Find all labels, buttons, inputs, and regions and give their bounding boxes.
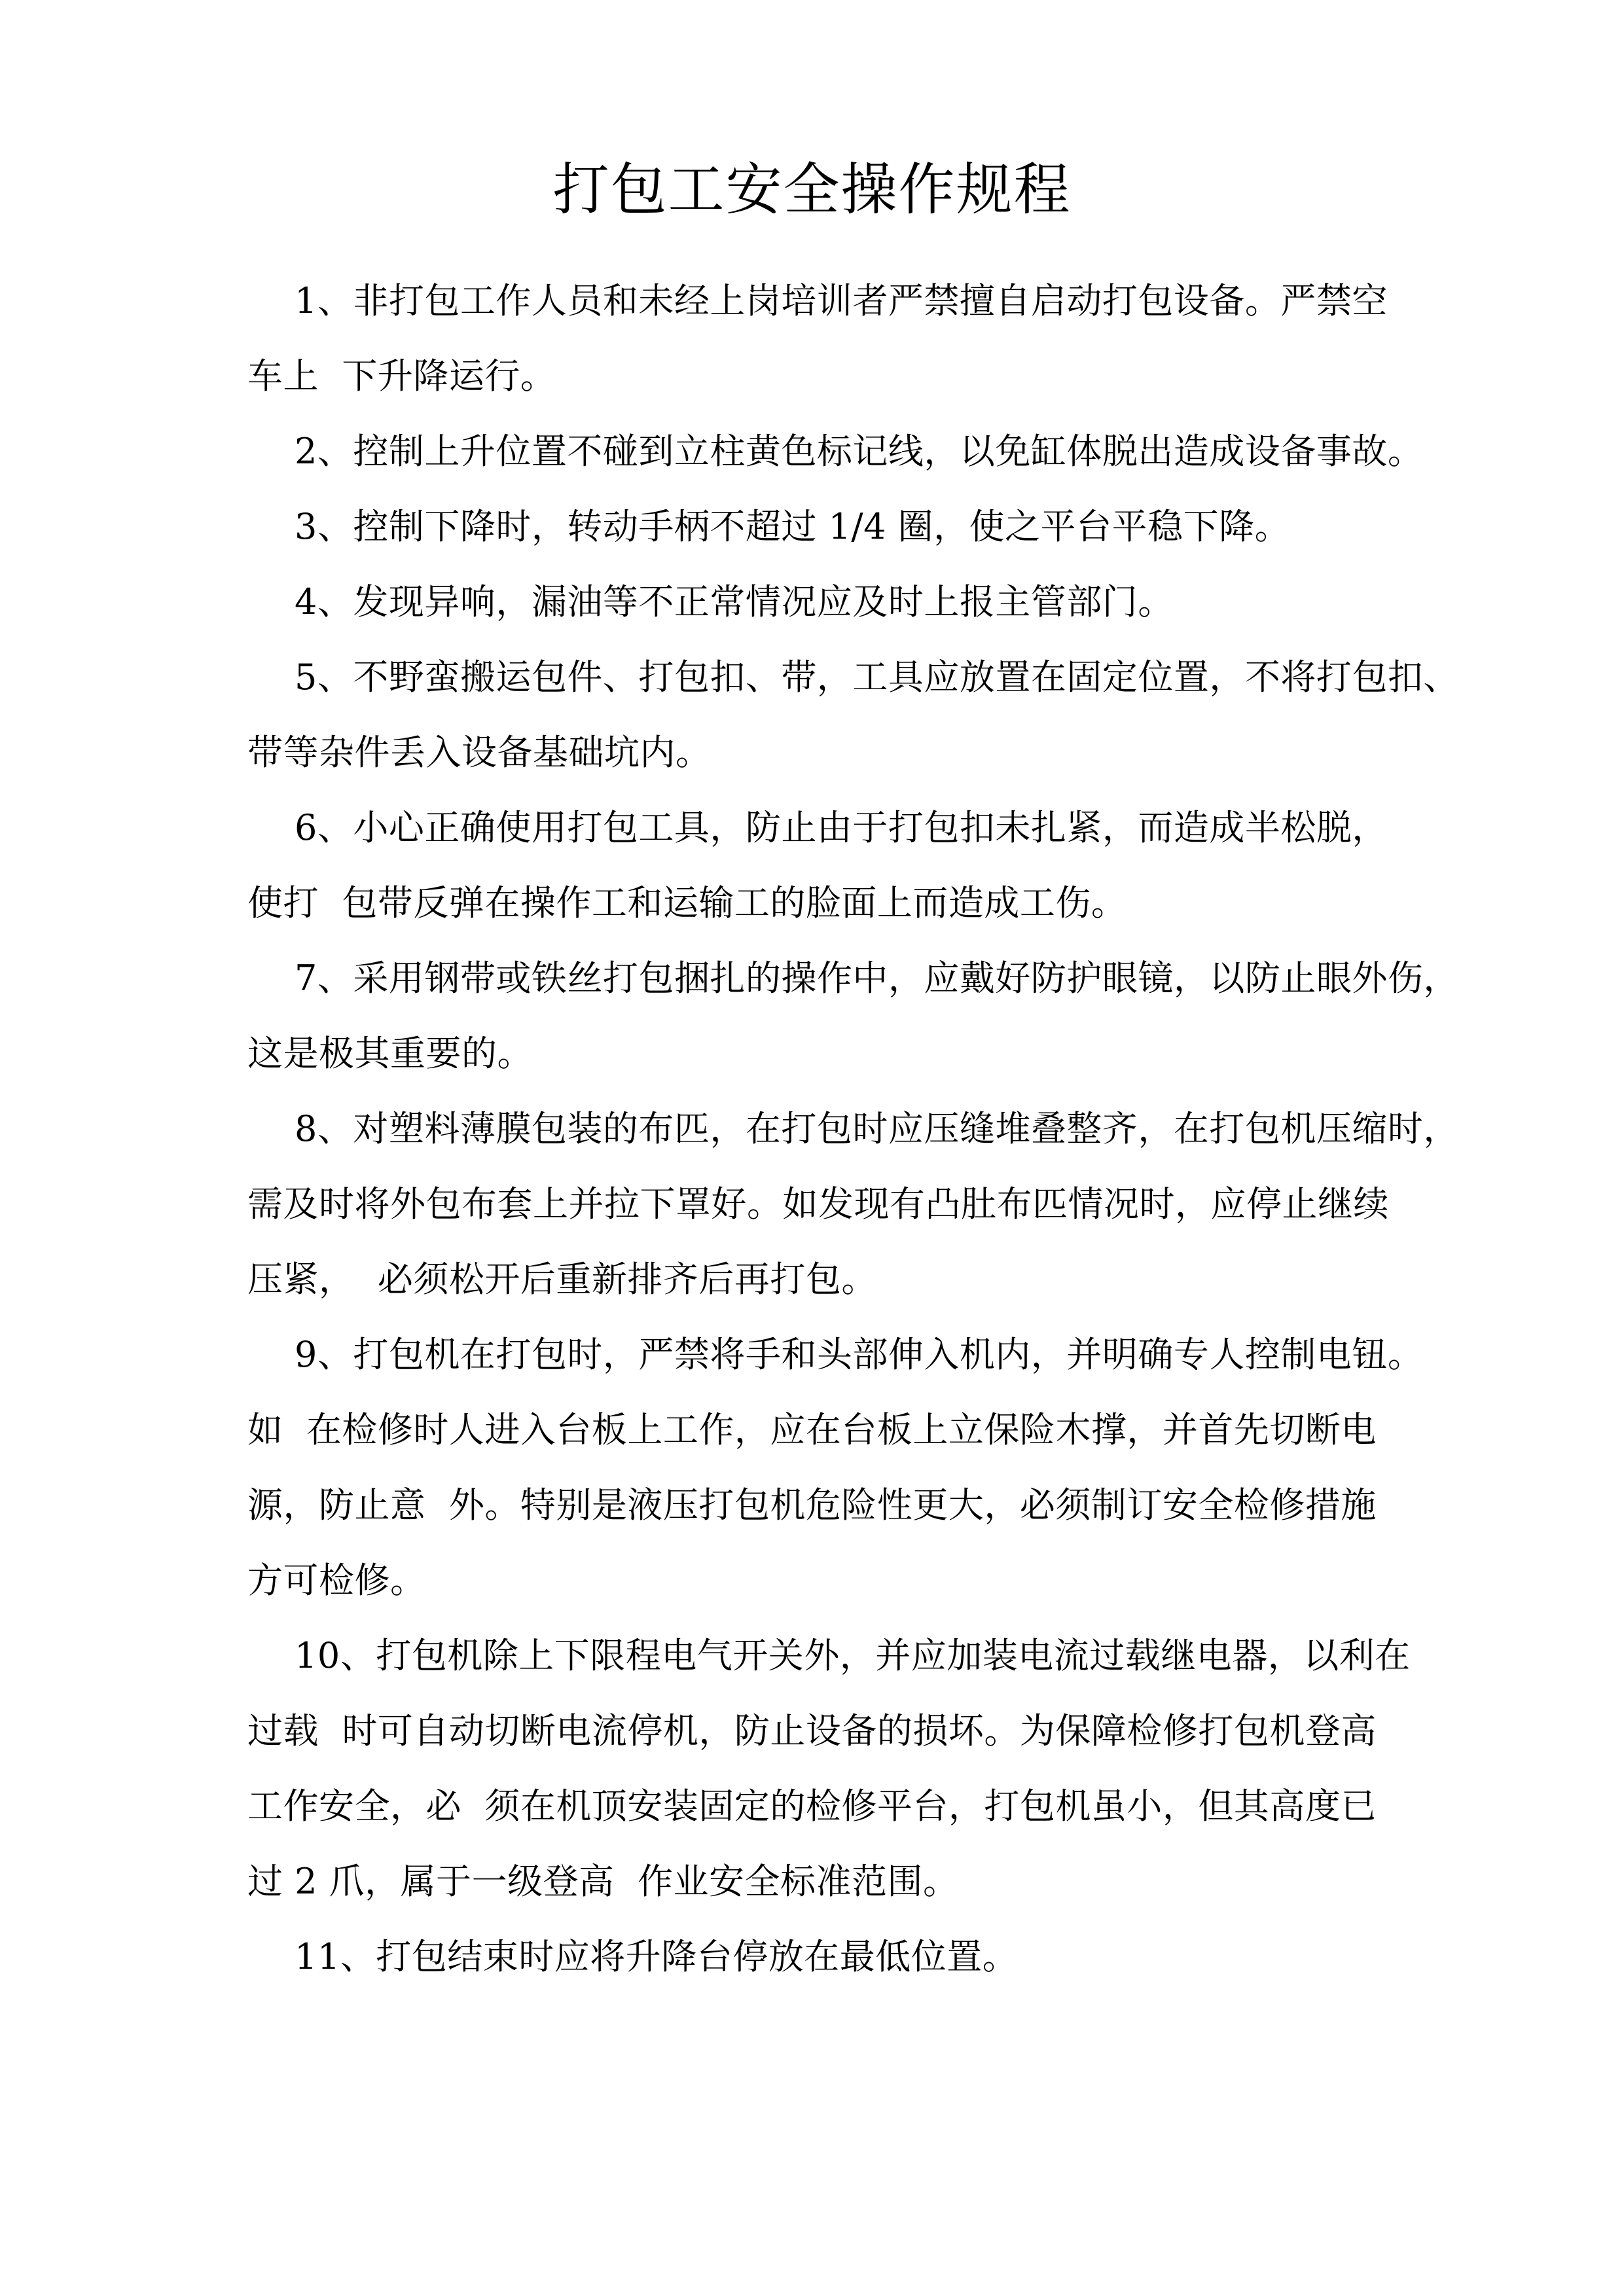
rule-8-line-3: 压紧， 必须松开后重新排齐后再打包。 bbox=[247, 1259, 877, 1300]
rule-5-line-2: 带等杂件丢入设备基础坑内。 bbox=[247, 732, 712, 773]
rule-3-line-1: 3、控制下降时，转动手柄不超过 1/4 圈，使之平台平稳下降。 bbox=[295, 506, 1291, 547]
rule-10-line-4: 过 2 爪，属于一级登高 作业安全标准范围。 bbox=[247, 1861, 959, 1902]
rule-9-line-4: 方可检修。 bbox=[247, 1560, 426, 1601]
rule-7-line-1: 7、采用钢带或铁丝打包捆扎的操作中，应戴好防护眼镜，以防止眼外伤， bbox=[295, 958, 1459, 999]
rule-4-line-1: 4、发现异响，漏油等不正常情况应及时上报主管部门。 bbox=[295, 581, 1174, 622]
rule-11-line-1: 11、打包结束时应将升降台停放在最低位置。 bbox=[295, 1936, 1019, 1977]
rule-9-line-1: 9、打包机在打包时，严禁将手和头部伸入机内，并明确专人控制电钮。 bbox=[295, 1334, 1424, 1375]
rule-10-line-3: 工作安全，必 须在机顶安装固定的检修平台，打包机虽小，但其高度已 bbox=[247, 1785, 1377, 1827]
rule-6-line-2: 使打 包带反弹在操作工和运输工的脸面上而造成工伤。 bbox=[247, 882, 1127, 924]
rule-2-line-1: 2、控制上升位置不碰到立柱黄色标记线，以免缸体脱出造成设备事故。 bbox=[295, 431, 1424, 472]
rule-10-line-2: 过载 时可自动切断电流停机，防止设备的损坏。为保障检修打包机登高 bbox=[247, 1710, 1377, 1751]
rule-6-line-1: 6、小心正确使用打包工具，防止由于打包扣未扎紧，而造成半松脱， bbox=[295, 807, 1388, 848]
rule-1-line-1: 1、非打包工作人员和未经上岗培训者严禁擅自启动打包设备。严禁空 bbox=[295, 280, 1388, 321]
rule-8-line-2: 需及时将外包布套上并拉下罩好。如发现有凸肚布匹情况时，应停止继续 bbox=[247, 1183, 1389, 1225]
rule-9-line-3: 源，防止意 外。特别是液压打包机危险性更大，必须制订安全检修措施 bbox=[247, 1484, 1377, 1526]
rule-8-line-1: 8、对塑料薄膜包装的布匹，在打包时应压缝堆叠整齐，在打包机压缩时， bbox=[295, 1108, 1459, 1149]
rule-9-line-2: 如 在检修时人进入台板上工作，应在台板上立保险木撑，并首先切断电 bbox=[247, 1409, 1377, 1450]
rule-10-line-1: 10、打包机除上下限程电气开关外，并应加装电流过载继电器，以利在 bbox=[295, 1635, 1411, 1676]
document-title: 打包工安全操作规程 bbox=[552, 157, 1072, 223]
rule-1-line-2: 车上 下升降运行。 bbox=[247, 355, 556, 397]
rule-7-line-2: 这是极其重要的。 bbox=[247, 1033, 533, 1074]
rule-5-line-1: 5、不野蛮搬运包件、打包扣、带，工具应放置在固定位置，不将打包扣、 bbox=[295, 656, 1459, 698]
